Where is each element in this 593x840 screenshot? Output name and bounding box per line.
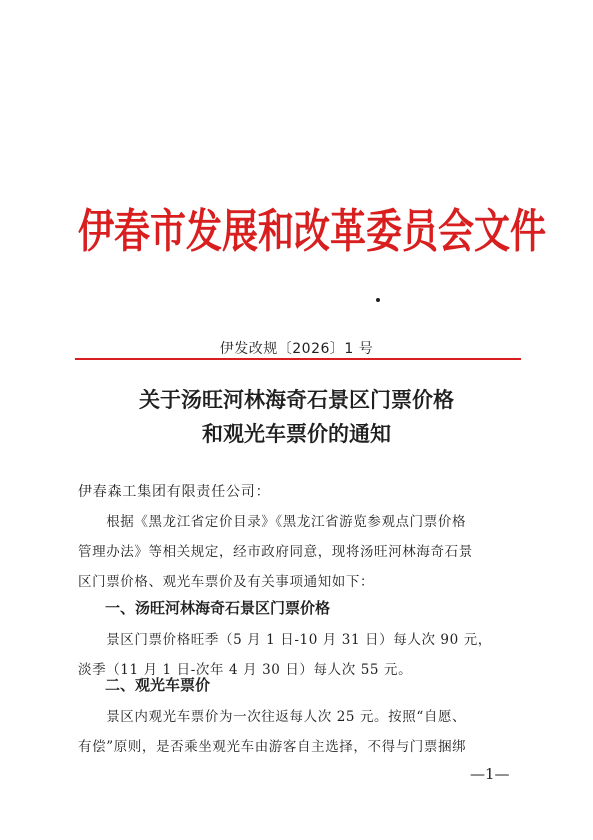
paragraph-1-line-2: 管理办法》等相关规定，经市政府同意，现将汤旺河林海奇石景 [78, 544, 473, 560]
notice-title-line2: 和观光车票价的通知 [202, 421, 391, 446]
addressee: 伊春森工集团有限责任公司： [78, 484, 271, 500]
masthead-title: 伊春市发展和改革委员会文件 [78, 206, 547, 259]
notice-title-line1: 关于汤旺河林海奇石景区门票价格 [139, 387, 454, 412]
document-number: 伊发改规〔2026〕1 号 [219, 341, 374, 357]
red-divider [75, 358, 521, 360]
paragraph-1-line-3: 区门票价格、观光车票价及有关事项通知如下： [78, 574, 375, 590]
paragraph-1-line-1: 根据《黑龙江省定价目录》《黑龙江省游览参观点门票价格 [78, 514, 467, 530]
paragraph-3-line-2: 有偿”原则，是否乘坐观光车由游客自主选择，不得与门票捆绑 [78, 739, 467, 755]
paragraph-2-line-1: 景区门票价格旺季（5 月 1 日-10 月 31 日）每人次 90 元， [78, 632, 492, 648]
page-number: —1— [470, 765, 510, 783]
section-heading-2: 二、观光车票价 [105, 676, 211, 694]
mark-dot [376, 298, 380, 302]
paragraph-2-line-2: 淡季（11 月 1 日-次年 4 月 30 日）每人次 55 元。 [78, 662, 413, 678]
paragraph-3-line-1: 景区内观光车票价为一次往返每人次 25 元。按照“自愿、 [78, 709, 467, 725]
section-heading-1: 一、汤旺河林海奇石景区门票价格 [105, 599, 331, 617]
